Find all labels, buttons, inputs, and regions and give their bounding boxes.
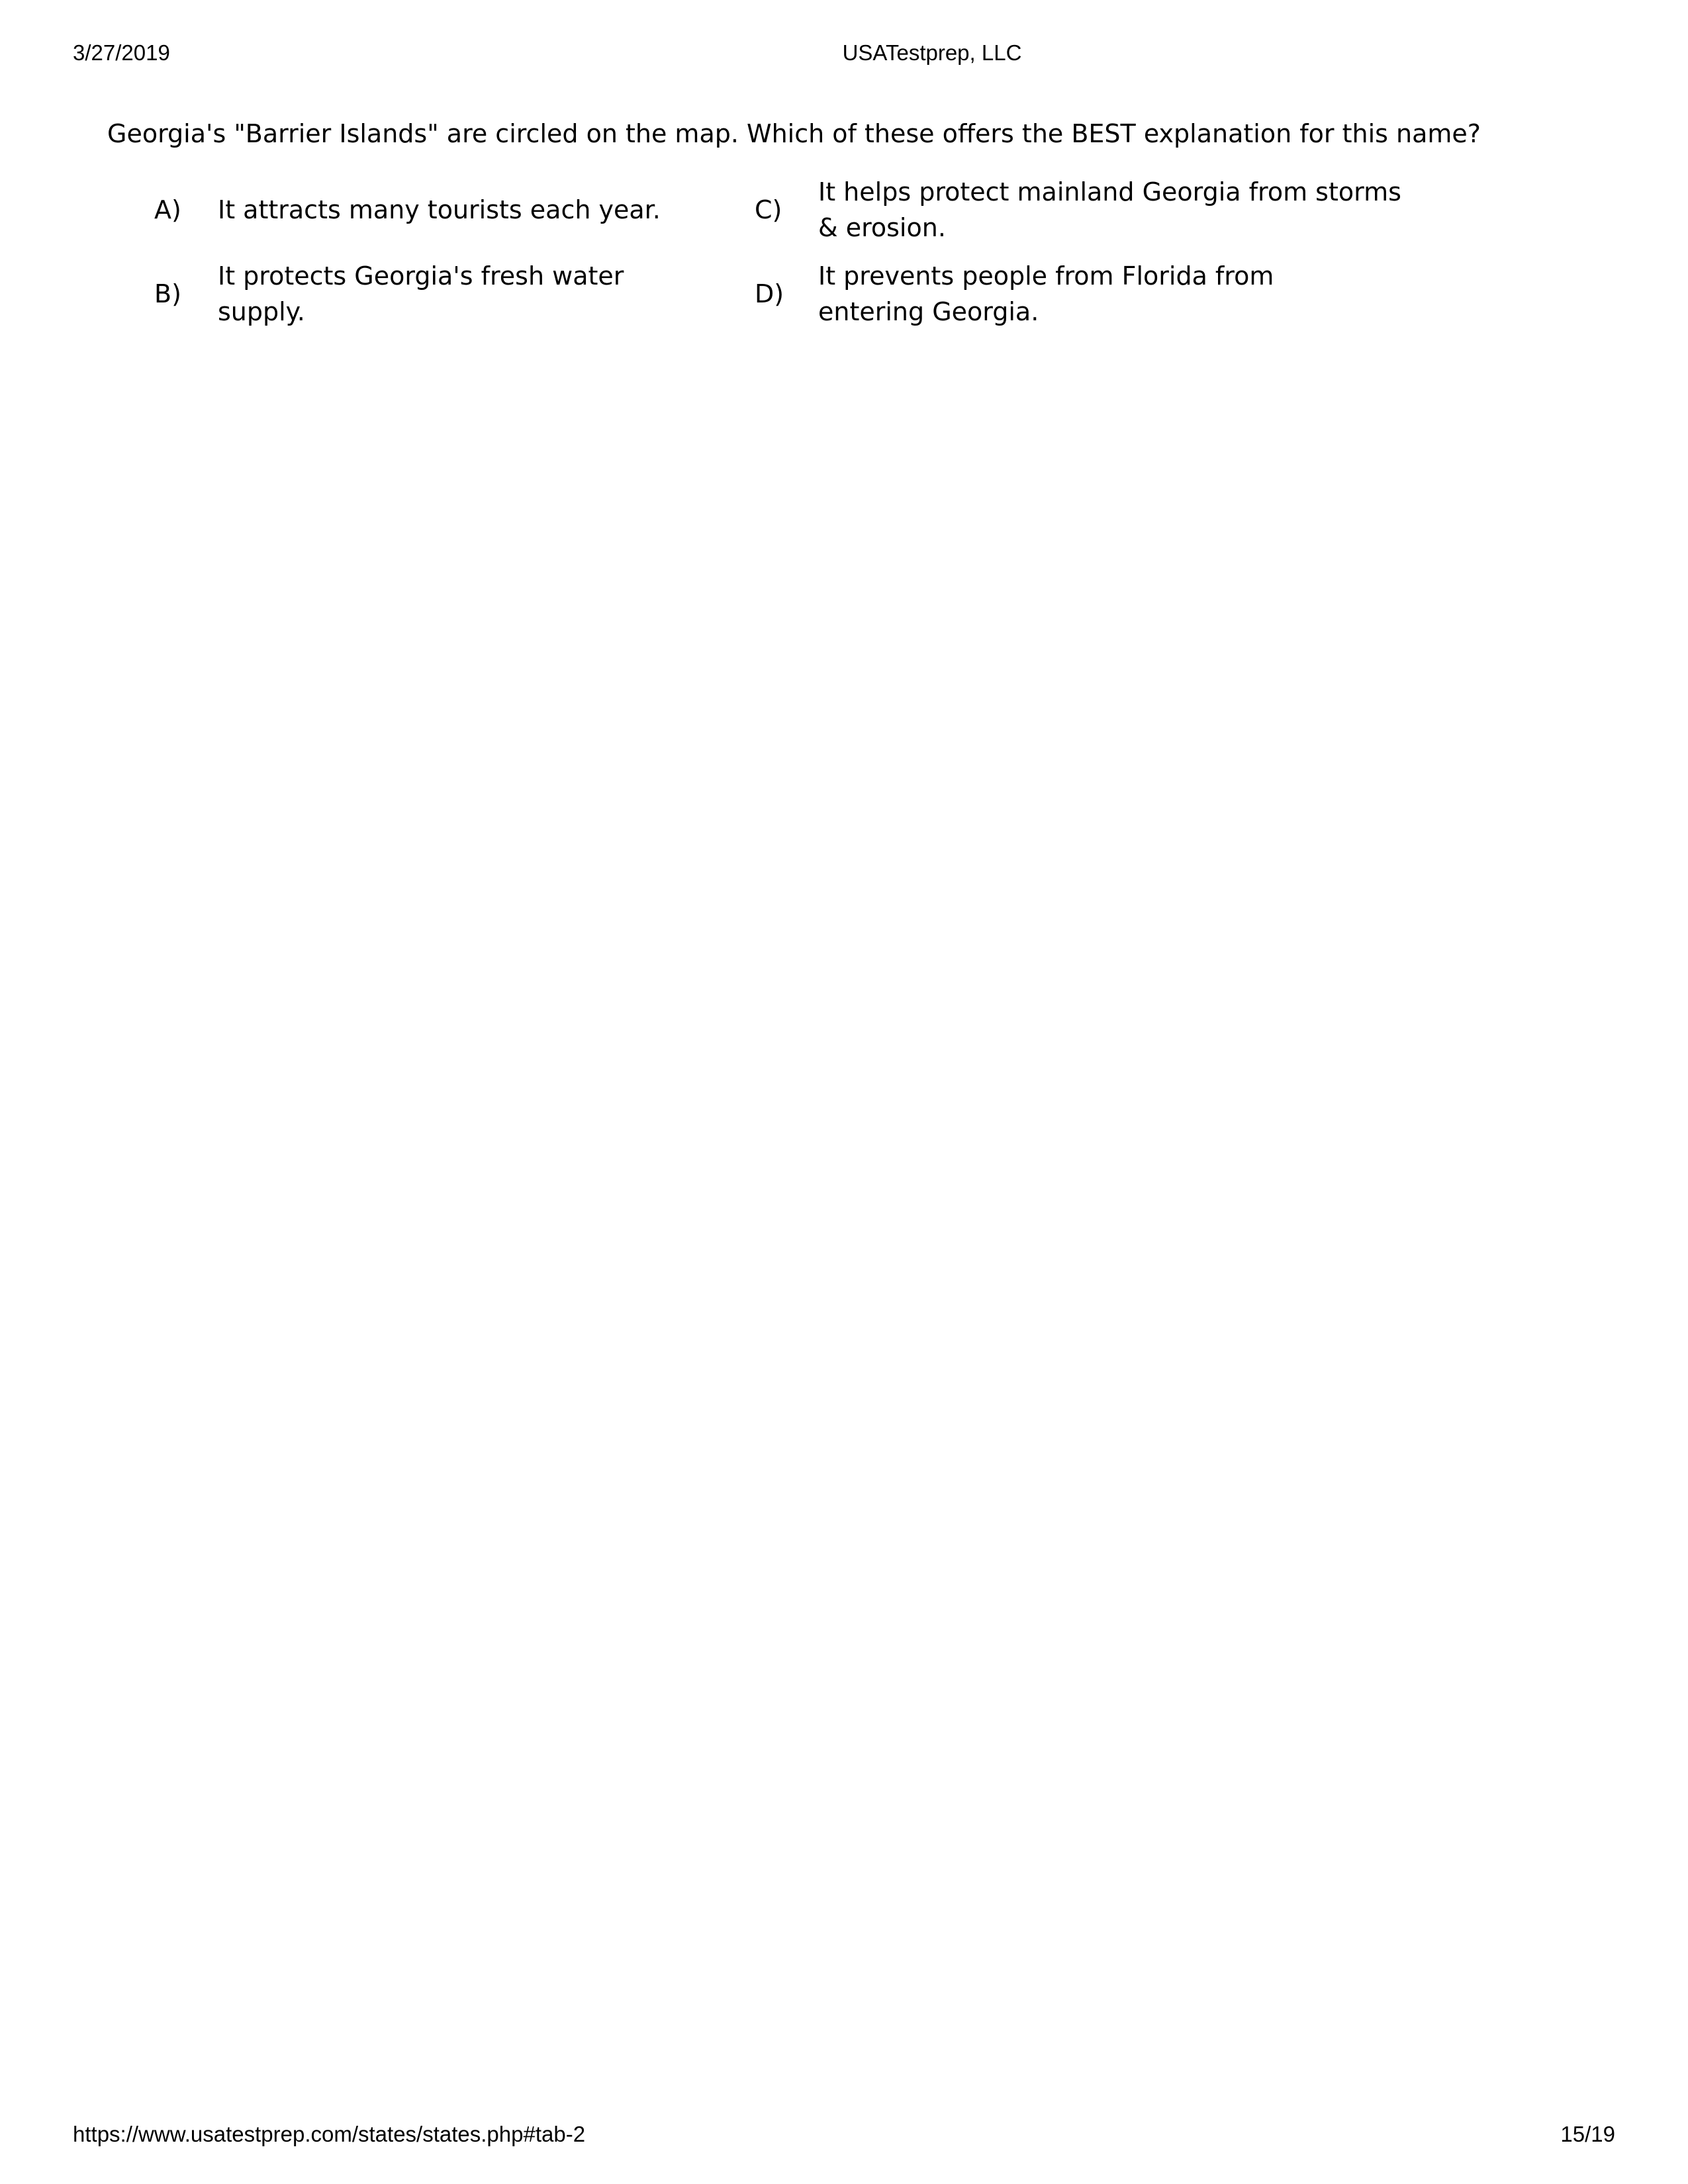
question-text: Georgia's "Barrier Islands" are circled on the map. Which of these offers the BEST explanation for this name? <box>107 119 1481 148</box>
choice-letter: A) <box>154 195 181 224</box>
choice-text: It prevents people from Florida from entering Georgia. <box>818 261 1274 326</box>
answer-choice-d[interactable] <box>755 258 1387 330</box>
choice-text: It attracts many tourists each year. <box>218 195 661 224</box>
choice-letter: C) <box>755 195 782 224</box>
print-title: USATestprep, LLC <box>842 40 1022 65</box>
answer-choice-c[interactable] <box>755 174 1414 246</box>
choice-text: It helps protect mainland Georgia from storms & erosion. <box>818 177 1401 242</box>
answer-choice-b[interactable] <box>154 258 641 330</box>
print-date: 3/27/2019 <box>73 40 170 65</box>
page-number: 15/19 <box>1560 2122 1615 2146</box>
answer-choice-a[interactable] <box>154 174 681 246</box>
choice-text: It protects Georgia's fresh water supply. <box>218 261 624 326</box>
choice-letter: D) <box>755 279 784 308</box>
page-url: https://www.usatestprep.com/states/states.php#tab-2 <box>73 2122 586 2146</box>
choice-letter: B) <box>154 279 181 308</box>
